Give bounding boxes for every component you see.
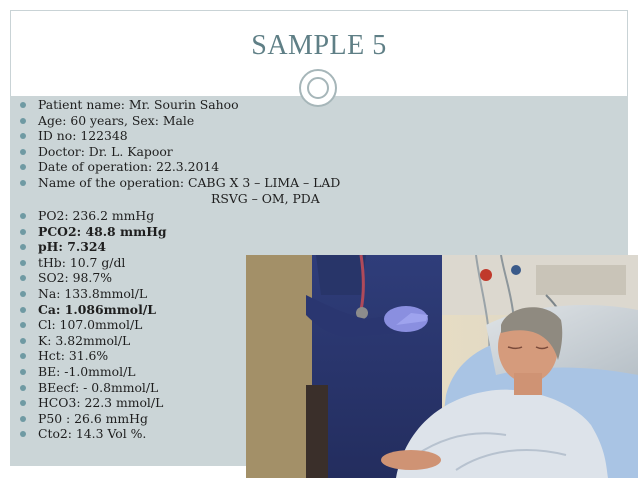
list-item-text: ID no: 122348	[38, 128, 128, 144]
bullet-icon	[20, 275, 26, 281]
patient-photo	[246, 255, 638, 478]
bullet-icon	[20, 400, 26, 406]
list-item-text: Age: 60 years, Sex: Male	[38, 112, 195, 128]
bullet-icon	[20, 291, 26, 297]
list-item-text: pH: 7.324	[38, 239, 107, 255]
list-item-text: SO2: 98.7%	[38, 270, 113, 286]
list-item-text: Doctor: Dr. L. Kapoor	[38, 143, 173, 159]
bullet-icon	[20, 385, 26, 391]
list-item	[16, 113, 376, 129]
bullet-icon	[20, 353, 26, 359]
list-item-text: Date of operation: 22.3.2014	[38, 159, 220, 175]
list-item-text: Patient name: Mr. Sourin Sahoo	[38, 97, 239, 112]
list-item	[16, 144, 376, 160]
patient-details-list	[16, 97, 376, 206]
list-item	[16, 175, 376, 191]
list-item-text: tHb: 10.7 g/dl	[38, 254, 126, 270]
slide-title: SAMPLE 5	[251, 30, 387, 61]
bullet-icon	[20, 118, 26, 124]
list-item-text: HCO3: 22.3 mmol/L	[38, 395, 164, 411]
list-item	[16, 208, 376, 224]
list-item-text: Hct: 31.6%	[38, 348, 109, 364]
list-item-text: Ca: 1.086mmol/L	[38, 301, 157, 317]
operation-continuation	[16, 191, 376, 207]
bullet-icon	[20, 149, 26, 155]
list-item-text: Na: 133.8mmol/L	[38, 285, 148, 301]
bullet-icon	[20, 213, 26, 219]
list-item-text: BEecf: - 0.8mmol/L	[38, 379, 159, 395]
patient-photo-illustration	[246, 255, 638, 478]
list-item	[16, 224, 376, 240]
bullet-icon	[20, 133, 26, 139]
list-item-text: RSVG – OM, PDA	[211, 190, 320, 206]
list-item-text: K: 3.82mmol/L	[38, 332, 131, 348]
list-item-text: P50 : 26.6 mmHg	[38, 410, 148, 426]
list-item-text: Cto2: 14.3 Vol %.	[38, 426, 147, 442]
bullet-icon	[20, 102, 26, 108]
list-item-text: Cl: 107.0mmol/L	[38, 317, 143, 333]
list-item	[16, 159, 376, 175]
bullet-icon	[20, 338, 26, 344]
list-item-text: BE: -1.0mmol/L	[38, 363, 136, 379]
title-divider-inner-circle	[307, 77, 329, 99]
list-item-text: PO2: 236.2 mmHg	[38, 208, 155, 223]
bullet-icon	[20, 164, 26, 170]
bullet-icon	[20, 260, 26, 266]
list-item	[16, 97, 376, 113]
list-item-text: Name of the operation: CABG X 3 – LIMA – LAD	[38, 174, 341, 190]
bullet-icon	[20, 322, 26, 328]
bullet-icon	[20, 244, 26, 250]
list-item-text: PCO2: 48.8 mmHg	[38, 223, 167, 239]
bullet-icon	[20, 369, 26, 375]
bullet-icon	[20, 307, 26, 313]
bullet-icon	[20, 229, 26, 235]
bullet-icon	[20, 431, 26, 437]
bullet-icon	[20, 180, 26, 186]
list-item	[16, 128, 376, 144]
bullet-icon	[20, 416, 26, 422]
list-item	[16, 239, 376, 255]
